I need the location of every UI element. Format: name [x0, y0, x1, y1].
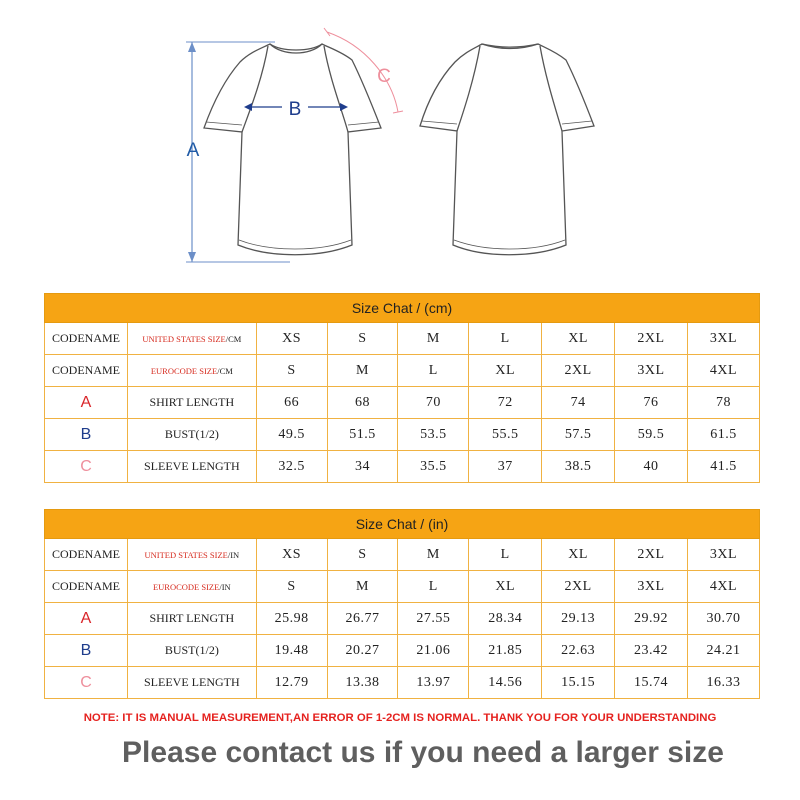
size-cell: L: [398, 571, 469, 603]
value-cell: 74: [542, 387, 615, 419]
row-letter-b: B: [45, 419, 128, 451]
size-cell: L: [469, 323, 542, 355]
value-cell: 72: [469, 387, 542, 419]
value-cell: 13.38: [327, 667, 398, 699]
size-cell: XS: [256, 323, 327, 355]
table-row: [45, 355, 760, 387]
value-cell: 20.27: [327, 635, 398, 667]
value-cell: 27.55: [398, 603, 469, 635]
value-cell: 51.5: [327, 419, 398, 451]
table-row: [45, 603, 760, 635]
table-row: [45, 451, 760, 483]
value-cell: 15.15: [542, 667, 615, 699]
table-row: [45, 539, 760, 571]
size-cell: L: [398, 355, 469, 387]
table-title: Size Chat / (in): [45, 510, 760, 539]
measure-label: SHIRT LENGTH: [128, 603, 257, 635]
size-cell: 4XL: [687, 571, 759, 603]
value-cell: 29.13: [542, 603, 615, 635]
table-title: Size Chat / (cm): [45, 294, 760, 323]
size-cell: XL: [542, 539, 615, 571]
tshirt-back: [420, 44, 594, 255]
table-row: [45, 667, 760, 699]
value-cell: 38.5: [542, 451, 615, 483]
tshirt-diagram: [0, 0, 800, 280]
value-cell: 55.5: [469, 419, 542, 451]
value-cell: 24.21: [687, 635, 759, 667]
size-cell: M: [398, 323, 469, 355]
contact-message: Please contact us if you need a larger size: [122, 736, 724, 769]
label-a: A: [186, 140, 200, 161]
eu-size-label: EUROCODE SIZE/IN: [128, 571, 257, 603]
measure-label: SLEEVE LENGTH: [128, 667, 257, 699]
size-cell: L: [469, 539, 542, 571]
size-cell: 4XL: [687, 355, 759, 387]
value-cell: 25.98: [256, 603, 327, 635]
value-cell: 53.5: [398, 419, 469, 451]
value-cell: 15.74: [615, 667, 688, 699]
value-cell: 32.5: [256, 451, 327, 483]
value-cell: 14.56: [469, 667, 542, 699]
value-cell: 23.42: [615, 635, 688, 667]
table-row: [45, 571, 760, 603]
size-cell: 3XL: [615, 571, 688, 603]
size-cell: 2XL: [542, 355, 615, 387]
size-cell: XL: [469, 355, 542, 387]
value-cell: 61.5: [687, 419, 759, 451]
size-cell: 2XL: [615, 323, 688, 355]
row-letter-b: B: [45, 635, 128, 667]
value-cell: 37: [469, 451, 542, 483]
value-cell: 41.5: [687, 451, 759, 483]
value-cell: 70: [398, 387, 469, 419]
codename-cell: CODENAME: [45, 539, 128, 571]
measure-label: BUST(1/2): [128, 635, 257, 667]
size-cell: M: [398, 539, 469, 571]
value-cell: 40: [615, 451, 688, 483]
value-cell: 30.70: [687, 603, 759, 635]
value-cell: 49.5: [256, 419, 327, 451]
measure-label: SLEEVE LENGTH: [128, 451, 257, 483]
table-row: [45, 635, 760, 667]
codename-cell: CODENAME: [45, 571, 128, 603]
measurement-note: NOTE: IT IS MANUAL MEASUREMENT,AN ERROR OF 1-2CM IS NORMAL. THANK YOU FOR YOUR UNDERSTANDING: [83, 712, 717, 724]
us-size-label: UNITED STATES SIZE/CM: [128, 323, 257, 355]
value-cell: 21.06: [398, 635, 469, 667]
size-cell: 3XL: [615, 355, 688, 387]
value-cell: 26.77: [327, 603, 398, 635]
size-cell: 2XL: [615, 539, 688, 571]
value-cell: 29.92: [615, 603, 688, 635]
row-letter-c: C: [45, 451, 128, 483]
size-cell: XS: [256, 539, 327, 571]
row-letter-c: C: [45, 667, 128, 699]
size-cell: M: [327, 571, 398, 603]
value-cell: 22.63: [542, 635, 615, 667]
us-size-label: UNITED STATES SIZE/IN: [128, 539, 257, 571]
value-cell: 66: [256, 387, 327, 419]
label-b: B: [288, 99, 302, 120]
value-cell: 28.34: [469, 603, 542, 635]
size-cell: S: [256, 355, 327, 387]
value-cell: 12.79: [256, 667, 327, 699]
value-cell: 78: [687, 387, 759, 419]
size-cell: 3XL: [687, 539, 759, 571]
table-row: [45, 387, 760, 419]
value-cell: 19.48: [256, 635, 327, 667]
value-cell: 35.5: [398, 451, 469, 483]
size-table-cm: [44, 293, 760, 483]
table-row: [45, 419, 760, 451]
codename-cell: CODENAME: [45, 323, 128, 355]
label-c: C: [377, 66, 391, 87]
value-cell: 59.5: [615, 419, 688, 451]
value-cell: 76: [615, 387, 688, 419]
row-letter-a: A: [45, 603, 128, 635]
size-cell: S: [327, 323, 398, 355]
measure-label: BUST(1/2): [128, 419, 257, 451]
row-letter-a: A: [45, 387, 128, 419]
size-cell: XL: [542, 323, 615, 355]
value-cell: 68: [327, 387, 398, 419]
size-cell: XL: [469, 571, 542, 603]
codename-cell: CODENAME: [45, 355, 128, 387]
value-cell: 21.85: [469, 635, 542, 667]
size-cell: 3XL: [687, 323, 759, 355]
value-cell: 13.97: [398, 667, 469, 699]
value-cell: 57.5: [542, 419, 615, 451]
size-cell: S: [327, 539, 398, 571]
size-cell: S: [256, 571, 327, 603]
eu-size-label: EUROCODE SIZE/CM: [128, 355, 257, 387]
value-cell: 34: [327, 451, 398, 483]
size-cell: M: [327, 355, 398, 387]
value-cell: 16.33: [687, 667, 759, 699]
size-table-in: [44, 509, 760, 699]
measure-label: SHIRT LENGTH: [128, 387, 257, 419]
table-row: [45, 323, 760, 355]
size-cell: 2XL: [542, 571, 615, 603]
tshirt-front: [204, 44, 381, 255]
